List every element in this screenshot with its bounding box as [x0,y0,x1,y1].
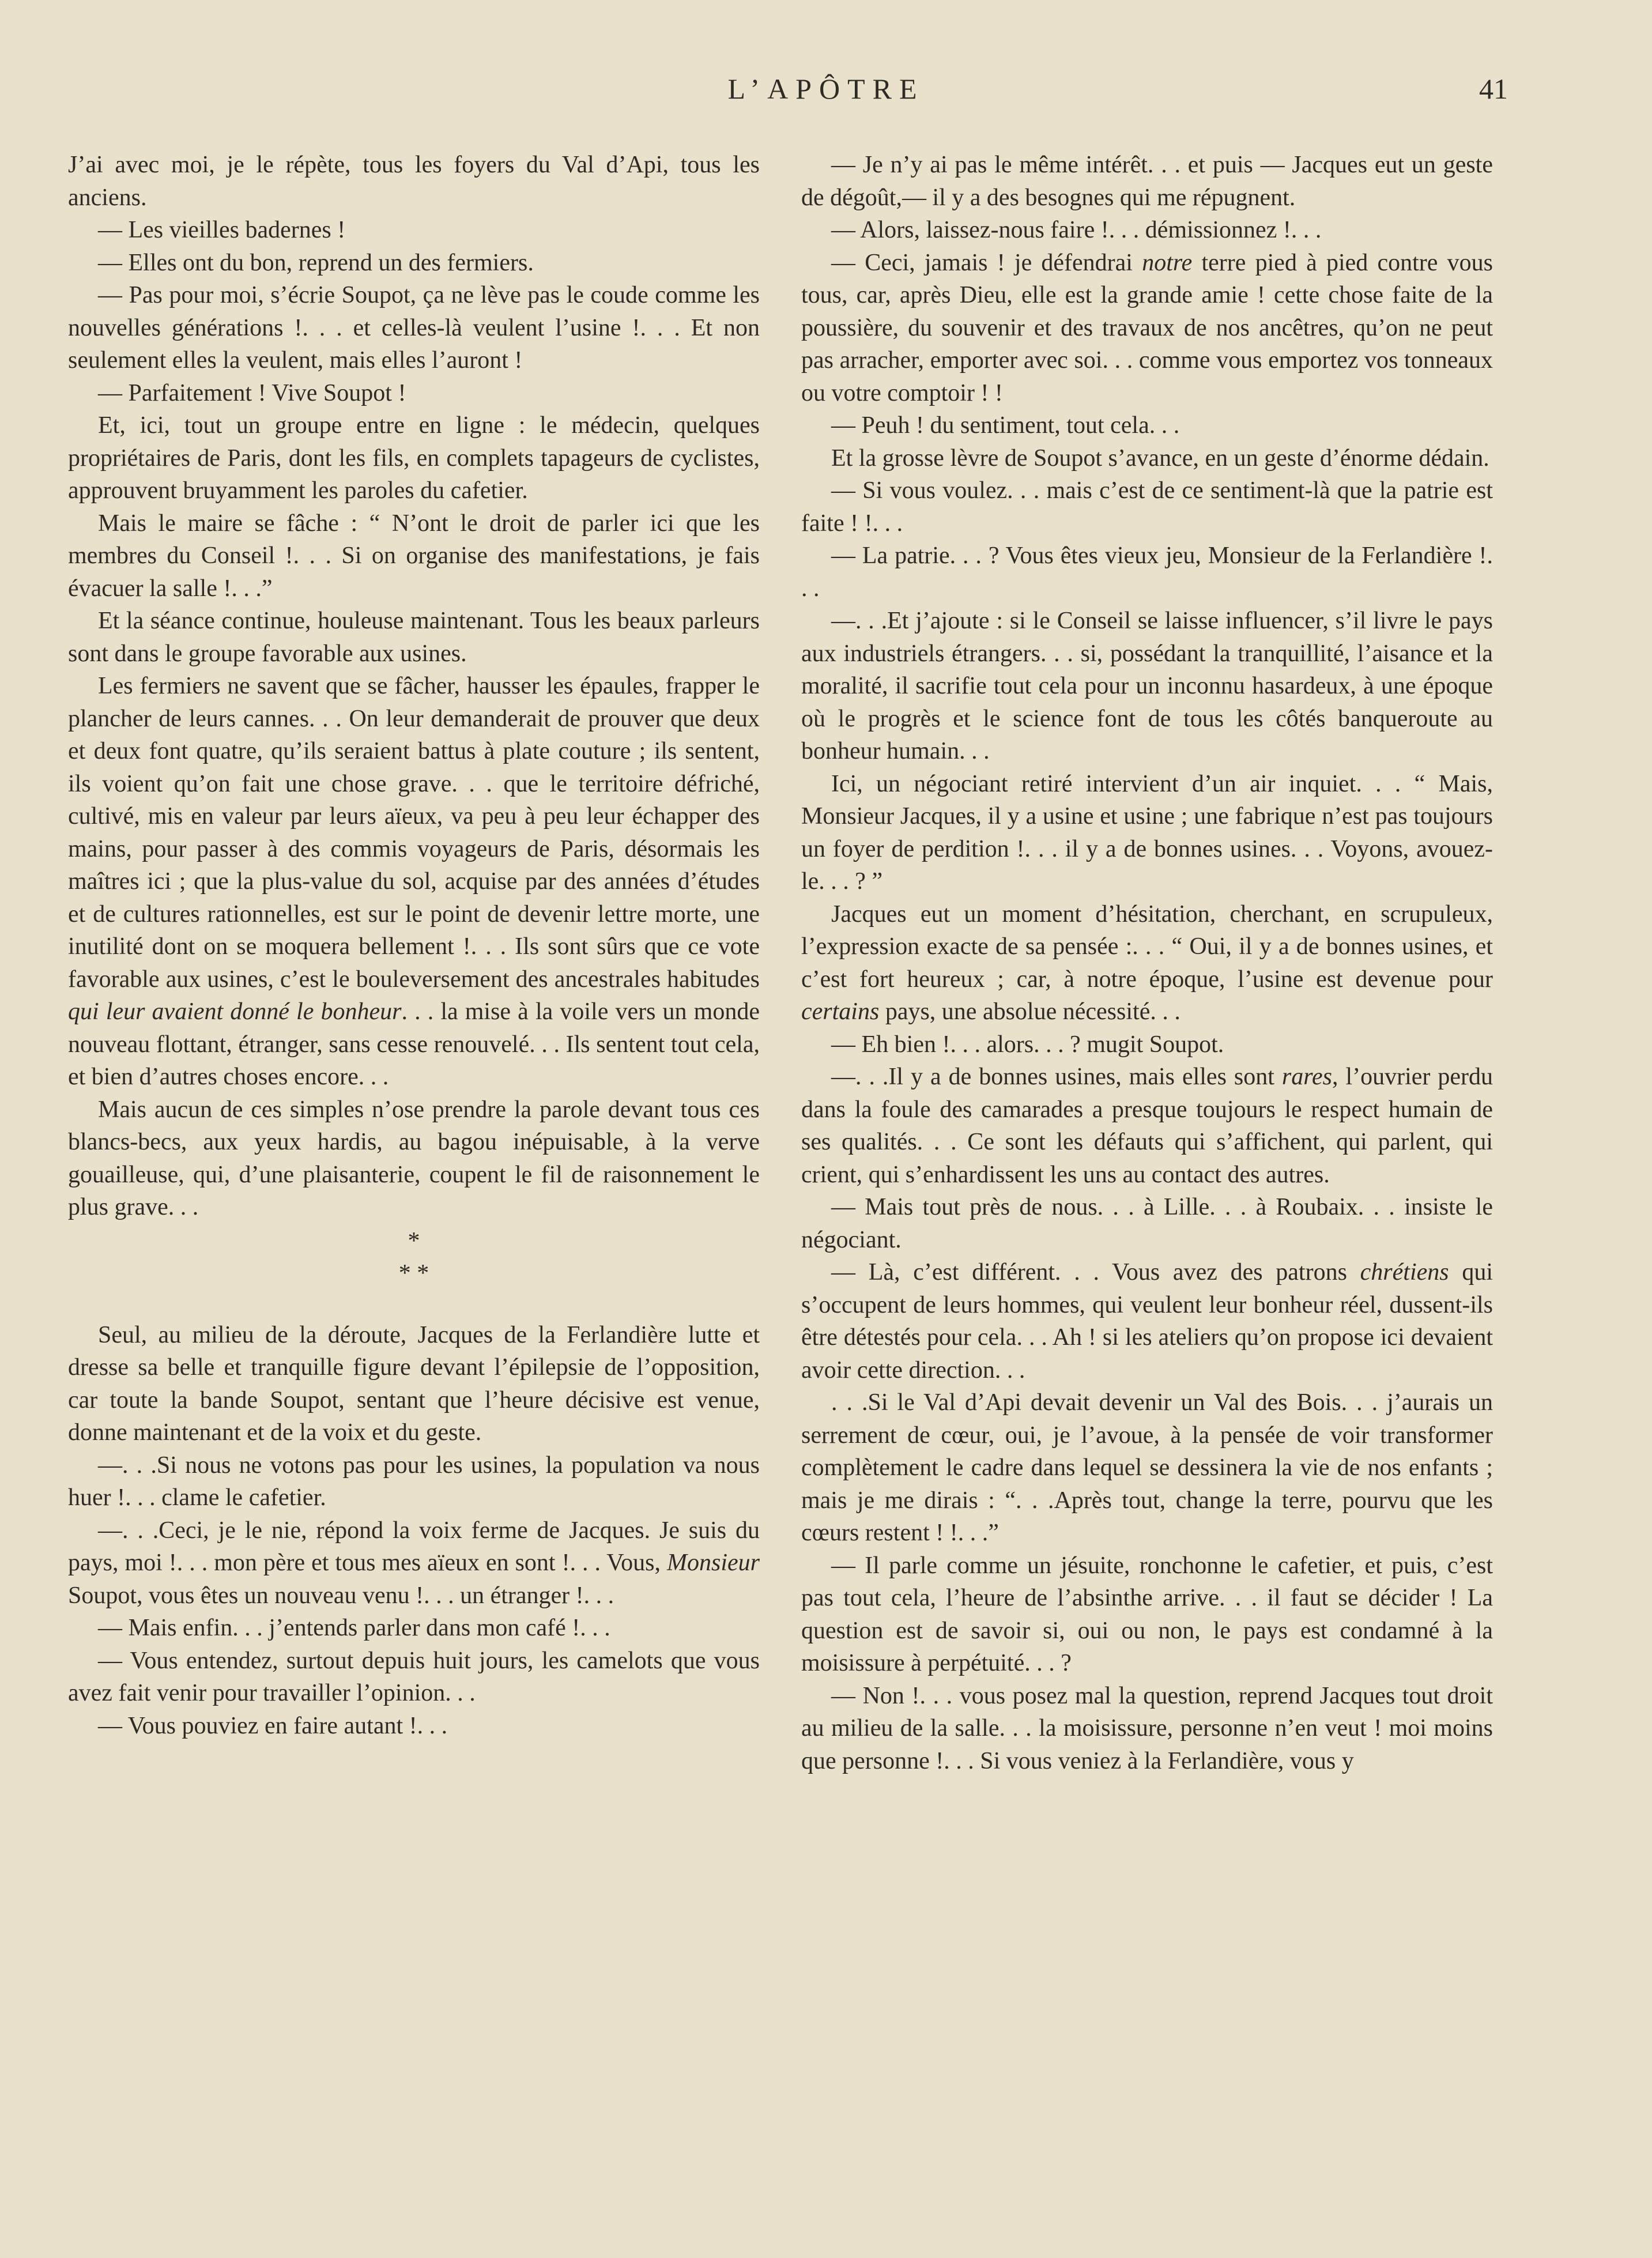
paragraph: Et, ici, tout un groupe entre en ligne : le médecin, quelques propriétaires de Paris, dont les fils, en complets tapageurs de cyclistes, approuvent bruyamment les paroles du cafetier. [68,412,760,504]
paragraph: Seul, au milieu de la déroute, Jacques de la Ferlandière lutte et dresse sa belle et tranquille figure devant l’épilepsie de l’opposition, car toute la bande Soupot, sentant que l’heure décisive est venue, donne maintenant et de la voix et du geste. [68,1321,760,1446]
paragraph: — Il parle comme un jésuite, ronchonne le cafetier, et puis, c’est pas tout cela, l’heure de l’absinthe arrive. . . il faut se décider ! La question est de savoir si, oui ou non, le pays est condamné à la moisissure à perpétuité. . . ? [801,1552,1493,1676]
text-run: — Ceci, jamais ! je défendrai [831,249,1133,276]
text-run: , l’ouvrier perdu dans la foule des camarades a presque toujours le respect humain de ses qualités. . . Ce sont les défauts qui s’affichent, qui parlent, qui crient, qui s’enhardissent les uns au contact des autres. [801,1064,1493,1188]
text-run: qui s’occupent de leurs hommes, qui veulent leur bonheur réel, dussent-ils être détestés pour cela. . . Ah ! si les ateliers qu’on propose ici devaient avoir cette direction. . . [801,1259,1493,1384]
paragraph: Et la séance continue, houleuse maintenant. Tous les beaux parleurs sont dans le groupe favorable aux usines. [68,608,760,667]
italic-run: Monsieur [667,1550,760,1576]
text-run: —. . .Il y a de bonnes usines, mais elles sont [831,1064,1274,1090]
italic-run: rares [1281,1064,1332,1090]
text-run: Soupot, vous êtes un nouveau venu !. . . un étranger !. . . [68,1582,614,1609]
text-run: pays, une absolue nécessité. . . [885,998,1180,1025]
paragraph: — Mais enfin. . . j’entends parler dans mon café !. . . [98,1615,610,1641]
paragraph: — Vous pouviez en faire autant !. . . [98,1712,448,1739]
left-column [68,149,760,1742]
paragraph: Et la grosse lèvre de Soupot s’avance, en un geste d’énorme dédain. [831,444,1489,472]
paragraph: — Vous entendez, surtout depuis huit jours, les camelots que vous avez fait venir pour travailler l’opinion. . . [68,1647,760,1706]
text-run: — Là, c’est différent. . . Vous avez des patrons [831,1259,1347,1286]
page-number: 41 [1479,73,1508,105]
paragraph: — Alors, laissez-nous faire !. . . démissionnez !. . . [831,217,1322,243]
italic-run: notre [1142,249,1193,276]
paragraph [68,670,760,1094]
text-run: Jacques eut un moment d’hésitation, cherchant, en scrupuleux, l’expression exacte de sa pensée :. . . “ Oui, il y a de bonnes usines, et c’est fort heureux ; car, à notre époque, l’usine est devenue pour [801,900,1493,993]
italic-run: certains [801,998,880,1025]
text-run: —. . .Ceci, je le nie, répond la voix ferme de Jacques. Je suis du pays, moi !. . . mon père et tous mes aïeux en sont !. . . Vous, [68,1517,760,1576]
paragraph: Mais aucun de ces simples n’ose prendre la parole devant tous ces blancs-becs, aux yeux hardis, au bagou inépuisable, à la verve gouailleuse, qui, d’une plaisanterie, coupent le fil de raisonnement le plus grave. . . [68,1096,760,1220]
paragraph: — La patrie. . . ? Vous êtes vieux jeu, Monsieur de la Ferlandière !. . . [801,542,1493,602]
paragraph: — Si vous voulez. . . mais c’est de ce sentiment-là que la patrie est faite ! !. . . [801,477,1493,537]
text-run: . . . la mise à la voile vers un monde nouveau flottant, étranger, sans cesse renouvelé. . . Ils sentent tout cela, et bien d’autres choses encore. . . [68,998,760,1090]
paragraph: —. . .Si nous ne votons pas pour les usines, la population va nous huer !. . . clame le cafetier. [68,1452,760,1511]
right-column [801,149,1493,1777]
paragraph: J’ai avec moi, je le répète, tous les foyers du Val d’Api, tous les anciens. [68,152,760,211]
paragraph: Ici, un négociant retiré intervient d’un air inquiet. . . “ Mais, Monsieur Jacques, il y a usine et usine ; une fabrique n’est pas toujours un foyer de perdition !. . . il y a de bonnes usines. . . Voyons, avouez-le. . . ? ” [801,770,1493,895]
paragraph [801,1061,1493,1191]
italic-run: qui leur avaient donné le bonheur [68,998,402,1025]
text-run: terre pied à pied contre vous tous, car, après Dieu, elle est la grande amie ! cette chose faite de la poussière, du souvenir et des travaux de nos ancêtres, qu’on ne peut pas arracher, emporter avec soi. . . comme vous emportez vos tonneaux ou votre comptoir ! ! [801,249,1493,406]
paragraph: — Parfaitement ! Vive Soupot ! [98,379,406,406]
paragraph: — Elles ont du bon, reprend un des fermiers. [98,249,534,276]
paragraph: — Non !. . . vous posez mal la question, reprend Jacques tout droit au milieu de la salle. . . la moisissure, personne n’en veut ! moi moins que personne !. . . Si vous veniez à la Ferlandière, vous y [801,1682,1493,1774]
paragraph: — Peuh ! du sentiment, tout cela. . . [831,412,1180,439]
paragraph [68,1514,760,1612]
paragraph [801,898,1493,1028]
running-head [0,72,1652,118]
paragraph: — Je n’y ai pas le même intérêt. . . et puis — Jacques eut un geste de dégoût,— il y a des besognes qui me répugnent. [801,152,1493,211]
paragraph: — Mais tout près de nous. . . à Lille. . . à Roubaix. . . insiste le négociant. [801,1194,1493,1253]
section-break-stars: * * [398,1260,429,1287]
paragraph: . . .Si le Val d’Api devait devenir un Val des Bois. . . j’aurais un serrement de cœur, oui, je l’avoue, à la pensée de voir transformer complètement le cadre dans lequel se dessinera la vie de nos enfants ; mais je me dirais : “. . .Après tout, change la terre, pourvu que les cœurs restent ! !. . .” [801,1389,1493,1546]
paragraph [801,1256,1493,1386]
paragraph [801,247,1493,410]
section-break-stars: * [408,1227,420,1254]
italic-run: chrétiens [1360,1259,1449,1286]
paragraph: — Eh bien !. . . alors. . . ? mugit Soupot. [831,1031,1224,1058]
text-run: Les fermiers ne savent que se fâcher, hausser les épaules, frapper le plancher de leurs cannes. . . On leur demanderait de prouver que deux et deux font quatre, qu’ils seraient battus à plate couture ; ils sentent, ils voient qu’on fait une chose grave. . . que le territoire défriché, cultivé, mis en valeur par leurs aïeux, va peu à peu leur échapper des mains, pour passer à des commis voyageurs de Paris, désormais les maîtres ici ; que la plus-value du sol, acquise par des années d’études et de cultures rationnelles, est sur le point de devenir lettre morte, une inutilité dont on se moquera bellement !. . . Ils sont sûrs que ce vote favorable aux usines, c’est le bouleversement des ancestrales habitudes [68,673,760,993]
paragraph: — Pas pour moi, s’écrie Soupot, ça ne lève pas le coude comme les nouvelles générations !. . . et celles-là veulent l’usine !. . . Et non seulement elles la veulent, mais elles l’auront ! [68,282,760,374]
running-title: L’APÔTRE [727,73,925,105]
paragraph: Mais le maire se fâche : “ N’ont le droit de parler ici que les membres du Conseil !. . . Si on organise des manifestations, je fais évacuer la salle !. . .” [68,510,760,602]
paragraph: —. . .Et j’ajoute : si le Conseil se laisse influencer, s’il livre le pays aux industriels étrangers. . . si, possédant la tranquillité, l’aisance et la moralité, il sacrifie tout cela pour un inconnu hasardeux, à une époque où le progrès et le science font de tous les côtés banqueroute au bonheur humain. . . [801,608,1493,764]
paragraph: — Les vieilles badernes ! [98,217,346,243]
